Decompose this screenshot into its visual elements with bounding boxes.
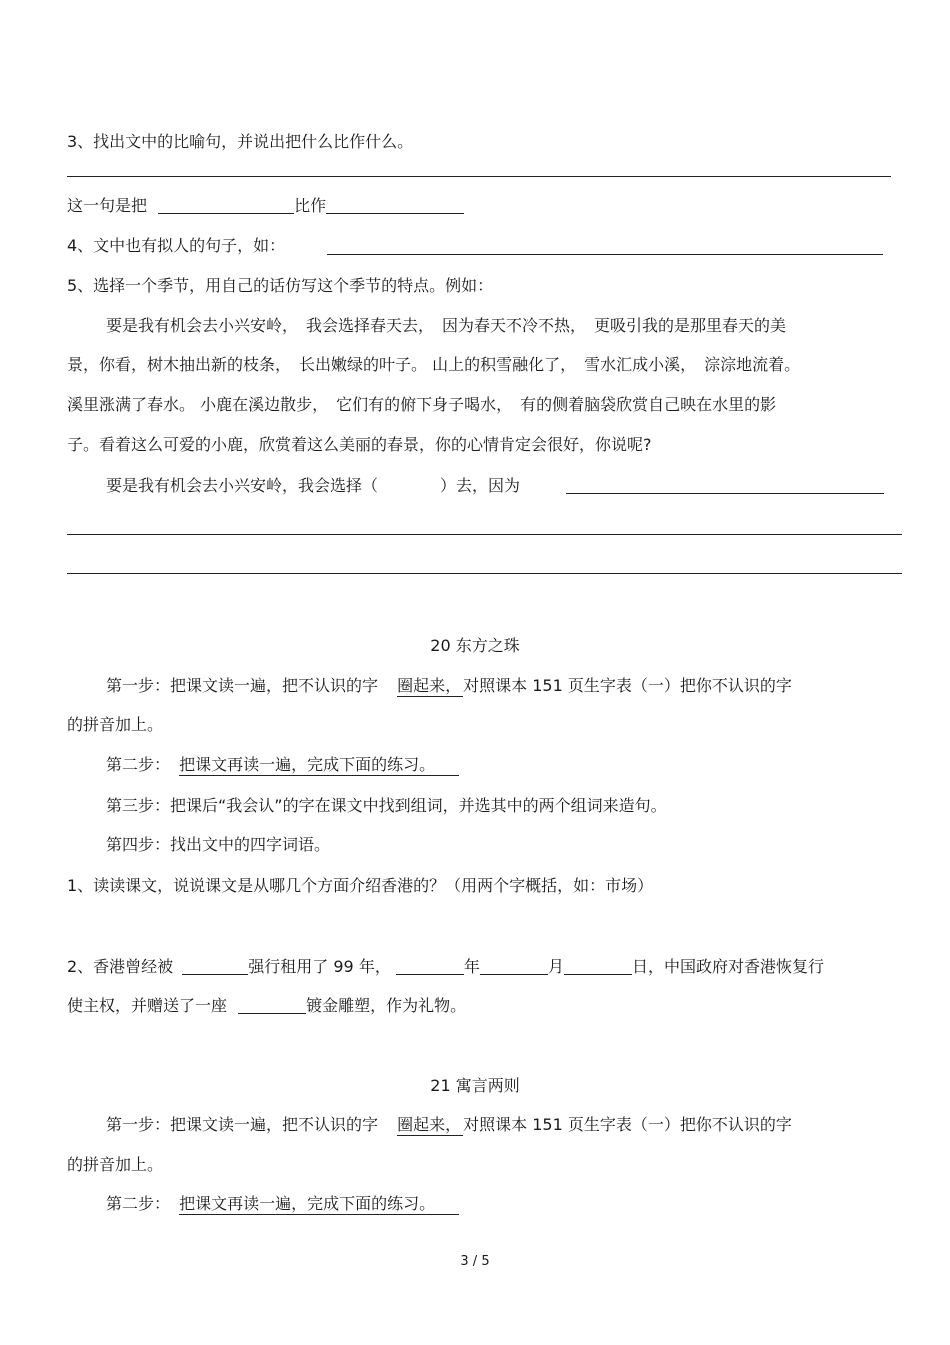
step-text: 第二步：	[106, 755, 171, 774]
question-5-prompt	[106, 476, 520, 496]
blank-field[interactable]	[396, 958, 464, 975]
lesson-21-title: 21 寓言两则	[430, 1076, 520, 1095]
question-text: 日，中国政府对香港恢复行	[631, 957, 824, 976]
blank-field[interactable]	[238, 997, 306, 1014]
example-line-1: 要是我有机会去小兴安岭， 我会选择春天去， 因为春天不冷不热， 更吸引我的是那里春天的美	[106, 316, 787, 335]
lesson-20-step-1	[106, 676, 792, 696]
step-text: 对照课本 151 页生字表（一）把你不认识的字	[463, 1115, 792, 1134]
underlined-text: 把课文再读一遍，完成下面的练习。	[179, 1194, 459, 1215]
question-text: 年	[463, 957, 480, 976]
blank-field[interactable]	[326, 197, 464, 214]
blank-field[interactable]	[158, 197, 294, 214]
question-text: 月	[547, 957, 564, 976]
question-text: 镀金雕塑，作为礼物。	[306, 996, 467, 1015]
answer-line[interactable]	[67, 176, 891, 177]
answer-label-a: 这一句是把	[67, 196, 148, 215]
blank-field[interactable]	[564, 958, 632, 975]
step-text: 对照课本 151 页生字表（一）把你不认识的字	[463, 676, 792, 695]
lesson-20-step-4: 第四步：找出文中的四字词语。	[106, 835, 331, 854]
lesson-20-step-2	[106, 755, 459, 775]
example-line-3: 溪里涨满了春水。 小鹿在溪边散步， 它们有的俯下身子喝水， 有的侧着脑袋欣赏自己映在水里的影	[67, 395, 777, 414]
prompt-label-b: ）去，因为	[440, 476, 521, 495]
question-text: 强行租用了 99 年，	[248, 957, 391, 976]
question-4: 4、文中也有拟人的句子，如：	[67, 236, 286, 255]
underlined-text: 把课文再读一遍，完成下面的练习。	[179, 755, 459, 776]
prompt-label-a: 要是我有机会去小兴安岭，我会选择（	[106, 476, 379, 495]
lesson-21-step-1-cont: 的拼音加上。	[67, 1155, 164, 1174]
lesson-20-question-1: 1、读读课文，说说课文是从哪几个方面介绍香港的？（用两个字概括，如：市场）	[67, 876, 654, 895]
answer-line[interactable]	[67, 573, 902, 574]
lesson-20-question-2	[67, 957, 824, 977]
blank-field[interactable]	[182, 958, 248, 975]
lesson-21-step-2	[106, 1194, 459, 1214]
question-3-answer	[67, 196, 464, 216]
answer-line[interactable]	[327, 254, 883, 255]
step-text: 第一步：把课文读一遍，把不认识的字	[106, 676, 379, 695]
lesson-21-step-1	[106, 1115, 792, 1135]
step-text: 第一步：把课文读一遍，把不认识的字	[106, 1115, 379, 1134]
underlined-text: 圈起来，	[397, 676, 462, 695]
answer-line[interactable]	[566, 493, 884, 494]
blank-field[interactable]	[480, 958, 548, 975]
question-text: 2、香港曾经被	[67, 957, 174, 976]
question-text: 使主权，并赠送了一座	[67, 996, 228, 1015]
example-line-2: 景，你看，树木抽出新的枝条， 长出嫩绿的叶子。 山上的积雪融化了， 雪水汇成小溪， 淙淙地流着。	[67, 355, 801, 374]
step-text: 第二步：	[106, 1194, 171, 1213]
lesson-20-step-3: 第三步：把课后“我会认”的字在课文中找到组词，并选其中的两个组词来造句。	[106, 796, 667, 815]
answer-label-b: 比作	[294, 196, 327, 215]
lesson-20-question-2-cont	[67, 996, 466, 1016]
answer-line[interactable]	[67, 534, 902, 535]
underlined-text: 圈起来，	[397, 1115, 462, 1134]
question-3: 3、找出文中的比喻句，并说出把什么比作什么。	[67, 132, 414, 151]
lesson-20-step-1-cont: 的拼音加上。	[67, 715, 164, 734]
lesson-20-title: 20 东方之珠	[430, 636, 520, 655]
example-line-4: 子。看着这么可爱的小鹿，欣赏着这么美丽的春景，你的心情肯定会很好，你说呢?	[67, 435, 652, 454]
page-number: 3 / 5	[460, 1254, 490, 1269]
question-5: 5、选择一个季节，用自己的话仿写这个季节的特点。例如：	[67, 276, 494, 295]
